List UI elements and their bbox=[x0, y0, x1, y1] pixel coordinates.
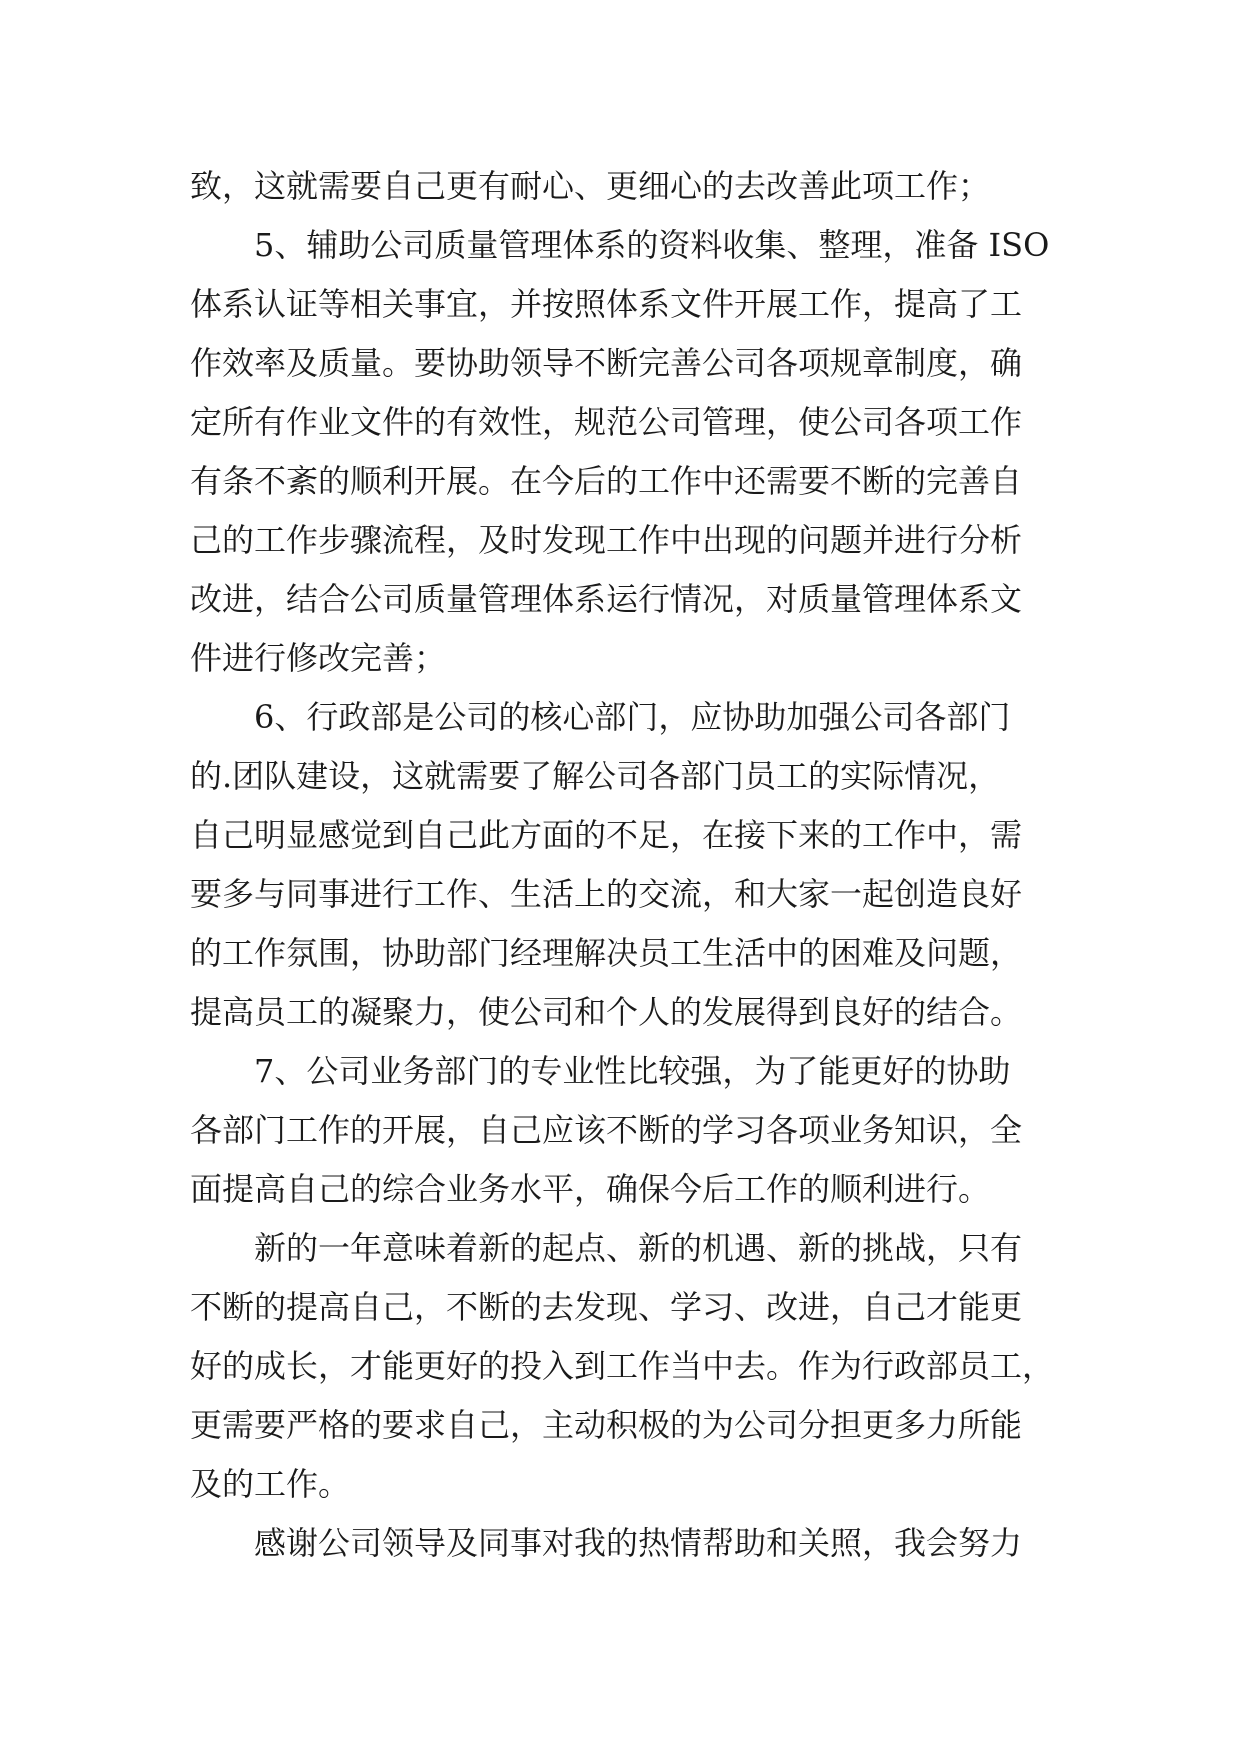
text-line: 感谢公司领导及同事对我的热情帮助和关照，我会努力 bbox=[254, 1524, 1023, 1562]
text-line: 新的一年意味着新的起点、新的机遇、新的挑战，只有 bbox=[254, 1229, 1023, 1267]
text-line: 自己明显感觉到自己此方面的不足，在接下来的工作中，需 bbox=[190, 816, 1023, 854]
text-line: 体系认证等相关事宜，并按照体系文件开展工作，提高了工 bbox=[190, 285, 1023, 323]
text-line: 面提高自己的综合业务水平，确保今后工作的顺利进行。 bbox=[190, 1170, 991, 1208]
text-line: 及的工作。 bbox=[190, 1465, 351, 1503]
text-line: 改进，结合公司质量管理体系运行情况，对质量管理体系文 bbox=[190, 580, 1023, 618]
text-line: 致，这就需要自己更有耐心、更细心的去改善此项工作； bbox=[190, 167, 991, 205]
text-line: 好的成长，才能更好的投入到工作当中去。作为行政部员工， bbox=[190, 1347, 1055, 1385]
text-line: 定所有作业文件的有效性，规范公司管理，使公司各项工作 bbox=[190, 403, 1023, 441]
text-line: 的.团队建设，这就需要了解公司各部门员工的实际情况， bbox=[190, 757, 1001, 795]
text-line: 件进行修改完善； bbox=[190, 639, 447, 677]
text-line: 己的工作步骤流程，及时发现工作中出现的问题并进行分析 bbox=[190, 521, 1023, 559]
text-line: 要多与同事进行工作、生活上的交流，和大家一起创造良好 bbox=[190, 875, 1023, 913]
text-line: 不断的提高自己，不断的去发现、学习、改进，自己才能更 bbox=[190, 1288, 1023, 1326]
text-line: 作效率及质量。要协助领导不断完善公司各项规章制度，确 bbox=[190, 344, 1023, 382]
text-line: 的工作氛围，协助部门经理解决员工生活中的困难及问题， bbox=[190, 934, 1023, 972]
text-line: 6、行政部是公司的核心部门，应协助加强公司各部门 bbox=[254, 698, 1011, 736]
text-line: 提高员工的凝聚力，使公司和个人的发展得到良好的结合。 bbox=[190, 993, 1023, 1031]
text-line: 各部门工作的开展，自己应该不断的学习各项业务知识，全 bbox=[190, 1111, 1023, 1149]
text-line: 更需要严格的要求自己，主动积极的为公司分担更多力所能 bbox=[190, 1406, 1023, 1444]
text-line: 5、辅助公司质量管理体系的资料收集、整理，准备 ISO bbox=[254, 226, 1050, 264]
text-line: 7、公司业务部门的专业性比较强，为了能更好的协助 bbox=[254, 1052, 1011, 1090]
text-line: 有条不紊的顺利开展。在今后的工作中还需要不断的完善自 bbox=[190, 462, 1023, 500]
